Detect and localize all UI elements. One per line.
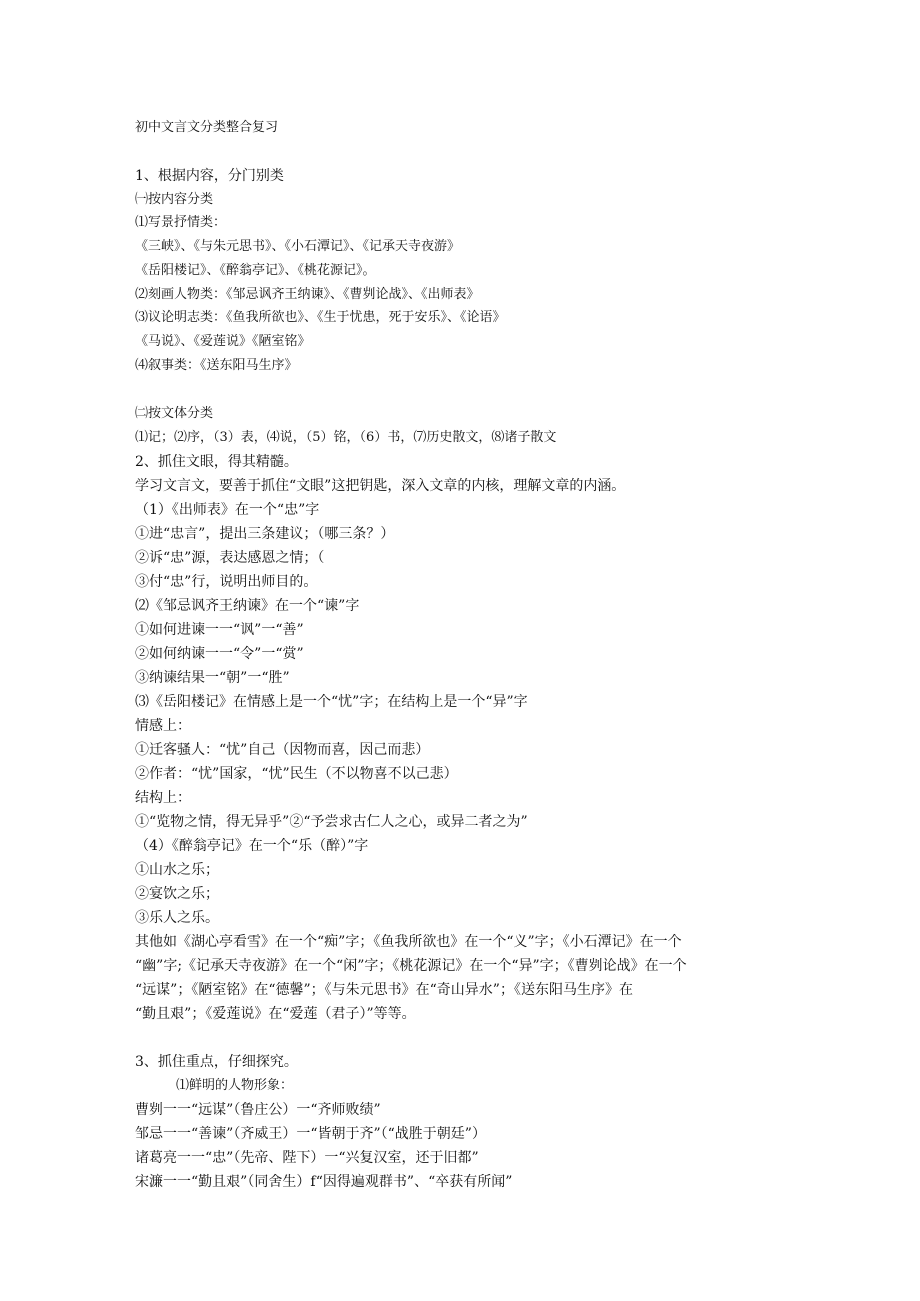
list-item: 《马说》、《爱莲说》《陋室铭》 [135,334,311,349]
paragraph: “勤且艰”；《爱莲说》在“爱莲（君子）”等等。 [135,1006,416,1022]
list-item: ⑴记；⑵序，（3）表，⑷说，（5）铭，（6）书，⑺历史散文，⑻诸子散文 [135,430,557,445]
list-item: 曹刿一一“远谋”（鲁庄公）一“齐师败绩” [135,1102,381,1118]
list-item: ①“览物之情，得无异乎”②“予尝求古仁人之心，或异二者之为” [135,814,528,830]
list-item: ②如何纳谏一一“令”一“赏” [135,646,304,662]
list-item: ②诉“忠”源，表达感恩之情；（ [135,550,325,566]
list-item: ⑶议论明志类：《鱼我所欲也》、《生于忧患，死于安乐》、《论语》 [135,310,506,325]
label: 结构上： [135,790,191,806]
list-item: ⑴写景抒情类： [135,215,227,230]
list-item: ①迁客骚人：“忧”自己（因物而喜，因己而悲） [135,742,430,758]
list-item: ⑷叙事类：《送东阳马生序》 [135,358,298,373]
section-heading: 3、抓住重点，仔细探究。 [135,1054,298,1070]
subsection-heading: ⑶《岳阳楼记》在情感上是一个“忧”字；在结构上是一个“异”字 [135,694,528,710]
subsection-heading: （1）《出师表》在一个“忠”字 [135,502,320,518]
paragraph: 其他如《湖心亭看雪》在一个“痴”字；《鱼我所欲也》在一个“义”字；《小石潭记》在一个 [135,934,682,950]
paragraph: “幽”字;《记承天寺夜游》在一个“闲”字；《桃花源记》在一个“异”字；《曹刿论战》在一个 [135,958,687,974]
list-item: ②宴饮之乐； [135,886,219,902]
list-item: ⑵刻画人物类：《邹忌讽齐王纳谏》、《曹刿论战》、《出师表》 [135,287,480,302]
section-heading: 1、根据内容，分门别类 [135,168,284,184]
list-item: ①进“忠言”，提出三条建议；（哪三条？） [135,526,395,542]
list-item: 宋濂一一“勤且艰”（同舍生）f“因得遍观群书”、“卒获有所闻” [135,1174,513,1190]
list-item: ③纳谏结果一“朝”一“胜” [135,670,290,686]
list-item: ③乐人之乐。 [135,910,219,926]
label: 情感上： [135,718,191,734]
list-item: 《岳阳楼记》、《醉翁亭记》、《桃花源记》。 [135,263,376,278]
paragraph: 学习文言文，要善于抓住“文眼”这把钥匙，深入文章的内核，理解文章的内涵。 [135,478,626,494]
list-item: 《三峡》、《与朱元思书》、《小石潭记》、《记承天寺夜游》 [135,239,461,254]
list-item: ①如何进谏一一“讽”一“善” [135,622,304,638]
subsection-heading: ㈠按内容分类 [135,192,214,207]
document-title: 初中文言文分类整合复习 [135,120,279,135]
subsection-heading: ⑴鲜明的人物形象： [176,1078,294,1093]
list-item: 诸葛亮一一“忠”（先帝、陛下）一“兴复汉室，还于旧都” [135,1150,479,1166]
list-item: ②作者：“忧”国家，“忧”民生（不以物喜不以己悲） [135,766,458,782]
list-item: ①山水之乐； [135,862,219,878]
paragraph: “远谋”；《陋室铭》在“德馨”；《与朱元思书》在“奇山异水”；《送东阳马生序》在 [135,982,633,998]
subsection-heading: （4）《醉翁亭记》在一个“乐（醉）”字 [135,838,369,854]
section-heading: 2、抓住文眼，得其精髓。 [135,454,298,470]
list-item: ③付“忠”行，说明出师目的。 [135,574,318,590]
list-item: 邹忌一一“善谏”（齐威王）一“皆朝于齐”（“战胜于朝廷”） [135,1126,486,1142]
subsection-heading: ㈡按文体分类 [135,406,214,421]
subsection-heading: ⑵《邹忌讽齐王纳谏》在一个“谏”字 [135,598,360,614]
